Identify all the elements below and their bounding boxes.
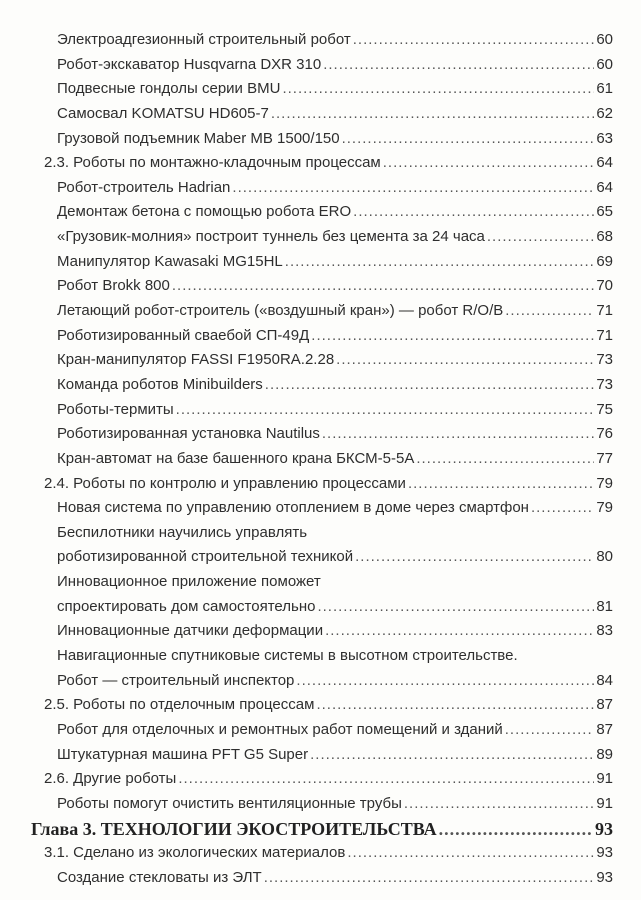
toc-entry xyxy=(0,398,641,423)
toc-entry-title: Роботы-термиты xyxy=(57,400,174,418)
toc-page-number: 93 xyxy=(595,818,613,839)
toc-entry xyxy=(0,669,641,694)
toc-entry-title: Робот для отделочных и ремонтных работ помещений и зданий xyxy=(57,720,503,738)
dot-leader xyxy=(296,669,594,694)
toc-entry-title: Глава 3. ТЕХНОЛОГИИ ЭКОСТРОИТЕЛЬСТВА xyxy=(31,818,437,839)
toc-page-number: 87 xyxy=(596,720,613,738)
toc-entry-title: 2.4. Роботы по контролю и управлению процессами xyxy=(44,474,406,492)
toc-section xyxy=(0,767,641,792)
toc-page-number: 84 xyxy=(596,671,613,689)
toc-page-number: 73 xyxy=(596,351,613,369)
dot-leader xyxy=(353,28,595,53)
toc-page-number: 65 xyxy=(596,203,613,221)
toc-page-number: 63 xyxy=(596,129,613,147)
toc-entry xyxy=(0,743,641,768)
toc-entry xyxy=(0,200,641,225)
toc-entry xyxy=(0,53,641,78)
toc-entry xyxy=(0,545,641,570)
dot-leader xyxy=(264,866,595,891)
toc-entry-title: Робот Brokk 800 xyxy=(57,277,170,295)
dot-leader xyxy=(439,817,593,842)
toc-entry xyxy=(0,102,641,127)
toc-entry-title: Робот — строительный инспектор xyxy=(57,671,295,689)
toc-entry-title: Роботизированный сваебой СП-49Д xyxy=(57,326,310,344)
toc-entry-title: Грузовой подъемник Maber MB 1500/150 xyxy=(57,129,340,147)
dot-leader xyxy=(325,619,594,644)
dot-leader xyxy=(336,348,594,373)
toc-entry xyxy=(0,422,641,447)
toc-entry-title: 2.5. Роботы по отделочным процессам xyxy=(44,696,315,714)
toc-page-number: 79 xyxy=(596,499,613,517)
dot-leader xyxy=(285,250,595,275)
dot-leader xyxy=(404,792,594,817)
toc-page-number: 91 xyxy=(596,770,613,788)
toc-section xyxy=(0,151,641,176)
dot-leader xyxy=(347,841,594,866)
toc-page-number: 83 xyxy=(596,622,613,640)
toc-entry-title: «Грузовик-молния» построит туннель без цемента за 24 часа xyxy=(57,228,485,246)
toc-entry xyxy=(0,348,641,373)
toc-entry-title: Инновационное приложение поможет xyxy=(57,573,321,591)
toc-entry-title: Кран-манипулятор FASSI F1950RA.2.28 xyxy=(57,351,335,369)
toc-entry-title: Создание стекловаты из ЭЛТ xyxy=(57,868,262,886)
toc-entry-title: Подвесные гондолы серии BMU xyxy=(57,80,281,98)
toc-entry-title: Новая система по управлению отоплением в доме через смартфон xyxy=(57,499,529,517)
toc-page-number: 71 xyxy=(596,326,613,344)
toc-entry xyxy=(0,28,641,53)
toc-entry xyxy=(0,644,641,669)
toc-entry xyxy=(0,373,641,398)
dot-leader xyxy=(316,693,594,718)
toc-page-number: 91 xyxy=(596,794,613,812)
toc-entry xyxy=(0,866,641,891)
toc-entry xyxy=(0,521,641,546)
toc-entry-title: Робот-строитель Hadrian xyxy=(57,178,231,196)
toc-section xyxy=(0,693,641,718)
dot-leader xyxy=(311,324,594,349)
toc-page-number: 81 xyxy=(596,597,613,615)
toc-entry xyxy=(0,718,641,743)
toc-entry-title: Манипулятор Kawasaki MG15HL xyxy=(57,252,283,270)
dot-leader xyxy=(265,373,595,398)
toc-page-number: 68 xyxy=(596,228,613,246)
toc-entry xyxy=(0,792,641,817)
dot-leader xyxy=(408,472,594,497)
toc-page-number: 76 xyxy=(596,425,613,443)
toc-entry xyxy=(0,570,641,595)
dot-leader xyxy=(355,545,594,570)
toc-page-number: 77 xyxy=(596,449,613,467)
dot-leader xyxy=(322,422,594,447)
toc-entry-title: 2.3. Роботы по монтажно-кладочным процессам xyxy=(44,154,381,172)
dot-leader xyxy=(342,127,595,152)
toc-page-number: 87 xyxy=(596,696,613,714)
toc-page-number: 64 xyxy=(596,178,613,196)
dot-leader xyxy=(531,496,594,521)
toc-entry-title: Самосвал KOMATSU HD605-7 xyxy=(57,104,269,122)
toc-entry xyxy=(0,324,641,349)
toc-page-number: 79 xyxy=(596,474,613,492)
toc-entry xyxy=(0,225,641,250)
toc-entry xyxy=(0,77,641,102)
toc-page-number: 93 xyxy=(596,844,613,862)
toc-page-number: 60 xyxy=(596,31,613,48)
dot-leader xyxy=(505,718,595,743)
toc-entry-title: Штукатурная машина PFT G5 Super xyxy=(57,745,309,763)
toc-entry xyxy=(0,619,641,644)
toc-entry xyxy=(0,447,641,472)
dot-leader xyxy=(353,200,594,225)
toc-page-number: 69 xyxy=(596,252,613,270)
toc-entry xyxy=(0,274,641,299)
toc-chapter xyxy=(0,817,641,842)
toc-page-number: 62 xyxy=(596,104,613,122)
toc-page-number: 93 xyxy=(596,868,613,886)
toc-entry-title: Демонтаж бетона с помощью робота ERO xyxy=(57,203,352,221)
dot-leader xyxy=(323,53,594,78)
toc-entry-title: спроектировать дом самостоятельно xyxy=(57,597,316,615)
toc-entry-title: Команда роботов Minibuilders xyxy=(57,375,263,393)
dot-leader xyxy=(317,595,594,620)
dot-leader xyxy=(383,151,595,176)
dot-leader xyxy=(271,102,594,127)
toc-entry xyxy=(0,595,641,620)
toc-page-number: 70 xyxy=(596,277,613,295)
dot-leader xyxy=(505,299,594,324)
toc-page-number: 73 xyxy=(596,375,613,393)
dot-leader xyxy=(416,447,594,472)
toc-page-number: 60 xyxy=(596,55,613,73)
dot-leader xyxy=(310,743,594,768)
toc-entry-title: Робот-экскаватор Husqvarna DXR 310 xyxy=(57,55,322,73)
toc-entry-title: 2.6. Другие роботы xyxy=(44,770,177,788)
dot-leader xyxy=(176,398,595,423)
toc-entry-title: Электроадгезионный строительный робот xyxy=(57,31,351,48)
toc-entry-title: Инновационные датчики деформации xyxy=(57,622,324,640)
toc-entry-title: Роботизированная установка Nautilus xyxy=(57,425,320,443)
toc-entry xyxy=(0,176,641,201)
toc-entry-title: Кран-автомат на базе башенного крана БКСМ-5-5А xyxy=(57,449,415,467)
toc-entry-title: Роботы помогут очистить вентиляционные трубы xyxy=(57,794,402,812)
dot-leader xyxy=(282,77,594,102)
dot-leader xyxy=(487,225,594,250)
toc-entry-title: Беспилотники научились управлять xyxy=(57,523,308,541)
toc-section xyxy=(0,841,641,866)
toc-page-number: 89 xyxy=(596,745,613,763)
toc-entry xyxy=(0,299,641,324)
toc-page-number: 61 xyxy=(596,80,613,98)
toc-page-number: 71 xyxy=(596,302,613,320)
dot-leader xyxy=(172,274,594,299)
toc-entry-title: Навигационные спутниковые системы в высотном строительстве. xyxy=(57,647,518,665)
toc-page-number: 75 xyxy=(596,400,613,418)
toc-entry xyxy=(0,127,641,152)
toc-entry xyxy=(0,250,641,275)
toc-page-number: 80 xyxy=(596,548,613,566)
toc-entry-title: Летающий робот-строитель («воздушный кран») — робот R/O/B xyxy=(57,302,504,320)
toc-entry-title: роботизированной строительной техникой xyxy=(57,548,354,566)
toc-entry xyxy=(0,496,641,521)
toc-entry-title: 3.1. Сделано из экологических материалов xyxy=(44,844,346,862)
toc-page-number: 64 xyxy=(596,154,613,172)
table-of-contents xyxy=(0,28,641,890)
dot-leader xyxy=(232,176,594,201)
dot-leader xyxy=(178,767,594,792)
toc-section xyxy=(0,472,641,497)
